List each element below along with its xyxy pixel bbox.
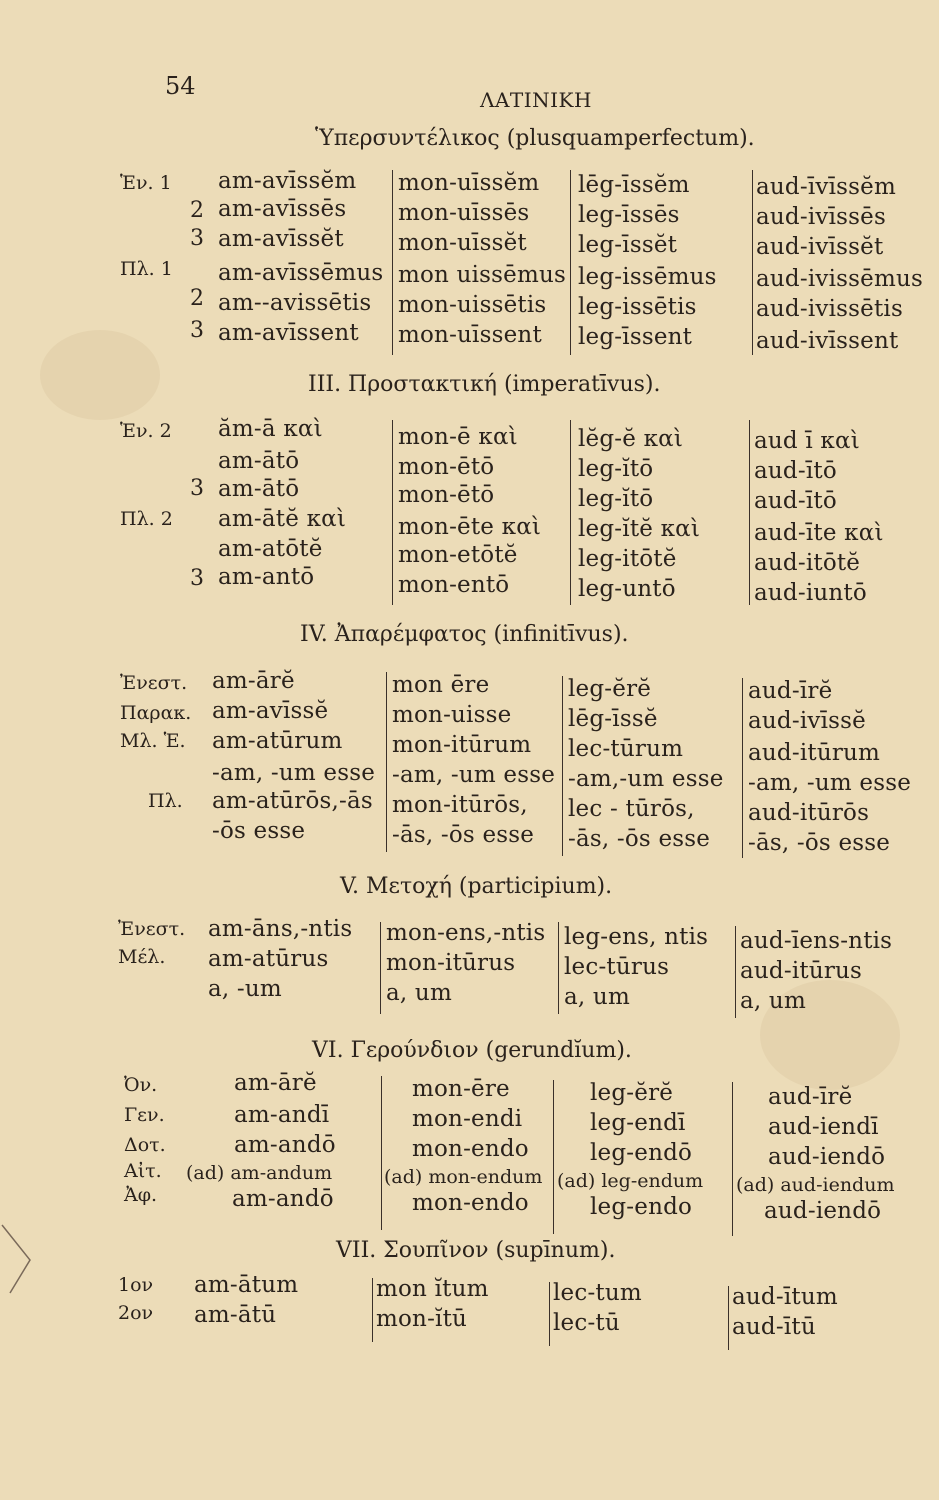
form-cell: aud-īrĕ [768, 1084, 853, 1110]
form-cell: mon-itūrōs, [392, 792, 528, 818]
column-rule [553, 1080, 554, 1234]
row-label: Γεν. [124, 1104, 165, 1126]
form-cell: am-atōtĕ [218, 536, 323, 562]
form-cell: leg-ĕrĕ [590, 1080, 674, 1106]
form-cell: aud-ītō [754, 458, 837, 484]
form-cell: mon-etōtĕ [398, 542, 518, 568]
form-cell: aud-ītū [732, 1314, 816, 1340]
form-cell: a, um [386, 980, 452, 1006]
column-rule [372, 1278, 373, 1342]
column-rule [732, 1082, 733, 1236]
form-cell: aud-itūrum [748, 740, 881, 766]
row-label: 2ον [118, 1302, 154, 1324]
form-cell: am-avīssent [218, 320, 359, 346]
form-cell: lec-tūrus [564, 954, 670, 980]
form-cell: a, um [564, 984, 630, 1010]
form-cell: am-andī [234, 1102, 330, 1128]
form-cell: mon-uīssĕt [398, 230, 527, 256]
form-cell: aud-īrĕ [748, 678, 833, 704]
form-cell: -ās, -ōs esse [568, 826, 711, 852]
section-title-supinum: VII. Σουπῖνον (supīnum). [336, 1238, 616, 1263]
section-title-plusquamperfectum: Ὑπερσυντέλικος (plusquamperfectum). [315, 126, 755, 151]
paper-stain [40, 330, 160, 420]
form-cell: mon-ĭtū [376, 1306, 468, 1332]
row-label: 3 [190, 476, 204, 501]
form-cell: -am, -um esse [212, 760, 376, 786]
form-cell: lĕg-ĕ καὶ [578, 426, 684, 452]
form-cell: am-andō [232, 1186, 334, 1212]
form-cell: mon-ē καὶ [398, 424, 518, 450]
form-cell: aud-ivīssĕt [756, 234, 884, 260]
form-cell: am-avīssĕm [218, 168, 357, 194]
form-cell: aud ī καὶ [754, 428, 860, 454]
column-rule [570, 420, 571, 605]
form-cell: am-ātō [218, 448, 300, 474]
form-cell: mon-endi [412, 1106, 523, 1132]
column-rule [735, 926, 736, 1018]
form-cell: leg-ĭtĕ καὶ [578, 516, 701, 542]
form-cell: leg-issēmus [578, 264, 717, 290]
form-cell: leg-īssent [578, 324, 693, 350]
column-rule [749, 420, 750, 605]
form-cell: mon-ētō [398, 482, 495, 508]
section-title-imperativus: III. Προστακτική (imperatīvus). [308, 372, 661, 397]
form-cell: mon-endo [412, 1136, 529, 1162]
row-label: Μλ. Ἑ. [120, 730, 186, 752]
form-cell: leg-ĕrĕ [568, 676, 652, 702]
column-rule [380, 922, 381, 1014]
form-cell: am-avīssĕ [212, 698, 329, 724]
form-cell: aud-ītum [732, 1284, 838, 1310]
form-cell: -am, -um esse [748, 770, 912, 796]
form-cell: mon-uīssent [398, 322, 542, 348]
form-cell: leg-ens, ntis [564, 924, 709, 950]
form-cell: aud-itōtĕ [754, 550, 861, 576]
form-cell: -ās, -ōs esse [748, 830, 891, 856]
form-cell: leg-īssēs [578, 202, 680, 228]
form-cell: aud-ivīssēs [756, 204, 886, 230]
column-rule [381, 1076, 382, 1230]
form-cell: lec - tūrōs, [568, 796, 695, 822]
form-cell: aud-iendī [768, 1114, 879, 1140]
form-cell: am-ātū [194, 1302, 277, 1328]
form-cell: mon-uīssēs [398, 200, 530, 226]
row-label: 3 [190, 318, 204, 343]
column-rule [386, 672, 387, 852]
form-cell: am-ārĕ [234, 1070, 317, 1096]
form-cell: am-andō [234, 1132, 336, 1158]
form-cell: aud-iendō [764, 1198, 882, 1224]
form-cell: am-avīssĕt [218, 226, 344, 252]
form-cell: aud-iendō [768, 1144, 886, 1170]
form-cell: -am,-um esse [568, 766, 724, 792]
form-cell: leg-issētis [578, 294, 697, 320]
column-rule [558, 922, 559, 1014]
form-cell: mon uissēmus [398, 262, 566, 288]
form-cell: mon ēre [392, 672, 490, 698]
form-cell: leg-itōtĕ [578, 546, 677, 572]
form-cell: leg-īssĕt [578, 232, 678, 258]
form-cell: am-atūrus [208, 946, 329, 972]
row-label: Αἰτ. [124, 1160, 162, 1182]
form-cell: leg-endī [590, 1110, 686, 1136]
form-cell: am-ātō [218, 476, 300, 502]
form-cell: -am, -um esse [392, 762, 556, 788]
section-title-participium: V. Μετοχή (participium). [340, 874, 613, 899]
form-cell: leg-ĭtō [578, 456, 654, 482]
form-cell: mon-ēre [412, 1076, 510, 1102]
form-cell: aud-ivīssĕ [748, 708, 866, 734]
form-cell: ăm-ā καὶ [218, 416, 323, 442]
section-title-infinitivus: IV. Ἀπαρέμφατος (infinitīvus). [300, 622, 629, 647]
form-cell: aud-ītō [754, 488, 837, 514]
form-cell: lēg-īssĕ [568, 706, 658, 732]
column-rule [752, 170, 753, 355]
form-cell: aud-iuntō [754, 580, 867, 606]
row-label: 3 [190, 566, 204, 591]
form-cell: mon-itūrus [386, 950, 516, 976]
form-cell: (ad) am-andum [186, 1162, 333, 1184]
form-cell: leg-untō [578, 576, 676, 602]
form-cell: lec-tum [553, 1280, 642, 1306]
row-label: Ἐνεστ. [120, 672, 188, 694]
pencil-mark-icon [0, 1215, 50, 1295]
form-cell: aud-ivīssent [756, 328, 899, 354]
form-cell: aud-īens-ntis [740, 928, 893, 954]
form-cell: leg-endō [590, 1140, 693, 1166]
row-label: Πλ. 1 [120, 258, 173, 280]
form-cell: am--avissētis [218, 290, 372, 316]
row-label: Ὀν. [124, 1074, 158, 1096]
form-cell: aud-ivissētis [756, 296, 903, 322]
row-label: Μέλ. [118, 946, 166, 968]
form-cell: am-āns,-ntis [208, 916, 353, 942]
form-cell: aud-īte καὶ [754, 520, 884, 546]
row-label: 2 [190, 198, 204, 223]
form-cell: am-avīssēmus [218, 260, 384, 286]
form-cell: am-ārĕ [212, 668, 295, 694]
row-label: 1ον [118, 1274, 154, 1296]
row-label: Ἑν. 2 [120, 420, 172, 442]
form-cell: a, um [740, 988, 806, 1014]
form-cell: lec-tū [553, 1310, 620, 1336]
form-cell: lec-tūrum [568, 736, 684, 762]
form-cell: -ōs esse [212, 818, 306, 844]
column-rule [392, 420, 393, 605]
page-number: 54 [165, 72, 196, 100]
form-cell: mon-uissētis [398, 292, 547, 318]
row-label: Ἐνεστ. [118, 918, 186, 940]
form-cell: (ad) leg-endum [557, 1170, 704, 1192]
form-cell: mon-entō [398, 572, 510, 598]
row-label: Δοτ. [124, 1134, 166, 1156]
form-cell: mon-uīssĕm [398, 170, 540, 196]
form-cell: aud-itūrōs [748, 800, 870, 826]
running-title: ΛΑΤΙΝΙΚΗ [480, 88, 592, 112]
form-cell: mon-itūrum [392, 732, 532, 758]
row-label: Παρακ. [120, 702, 192, 724]
form-cell: am-antō [218, 564, 315, 590]
form-cell: (ad) aud-iendum [736, 1174, 895, 1196]
form-cell: am-avīssēs [218, 196, 347, 222]
form-cell: mon-ens,-ntis [386, 920, 546, 946]
row-label: Ἀφ. [124, 1184, 158, 1206]
form-cell: aud-ivissēmus [756, 266, 923, 292]
form-cell: leg-ĭtō [578, 486, 654, 512]
row-label: Πλ. [148, 790, 183, 812]
form-cell: leg-endo [590, 1194, 693, 1220]
column-rule [392, 170, 393, 355]
form-cell: am-atūrum [212, 728, 343, 754]
column-rule [570, 170, 571, 355]
form-cell: mon-endo [412, 1190, 529, 1216]
section-title-gerundium: VI. Γερούνδιον (gerundĭum). [312, 1038, 632, 1063]
form-cell: mon-uisse [392, 702, 512, 728]
form-cell: am-ātĕ καὶ [218, 506, 347, 532]
row-label: Πλ. 2 [120, 508, 173, 530]
form-cell: am-atūrōs,-ās [212, 788, 373, 814]
form-cell: mon ĭtum [376, 1276, 489, 1302]
form-cell: -ās, -ōs esse [392, 822, 535, 848]
form-cell: mon-ētō [398, 454, 495, 480]
form-cell: am-ātum [194, 1272, 299, 1298]
column-rule [742, 678, 743, 858]
form-cell: aud-īvīssĕm [756, 174, 896, 200]
row-label: Ἑν. 1 [120, 172, 172, 194]
form-cell: mon-ēte καὶ [398, 514, 542, 540]
form-cell: lēg-īssĕm [578, 172, 690, 198]
form-cell: a, -um [208, 976, 282, 1002]
column-rule [549, 1282, 550, 1346]
column-rule [728, 1286, 729, 1350]
row-label: 3 [190, 226, 204, 251]
row-label: 2 [190, 286, 204, 311]
form-cell: (ad) mon-endum [384, 1166, 543, 1188]
column-rule [562, 676, 563, 856]
form-cell: aud-itūrus [740, 958, 863, 984]
